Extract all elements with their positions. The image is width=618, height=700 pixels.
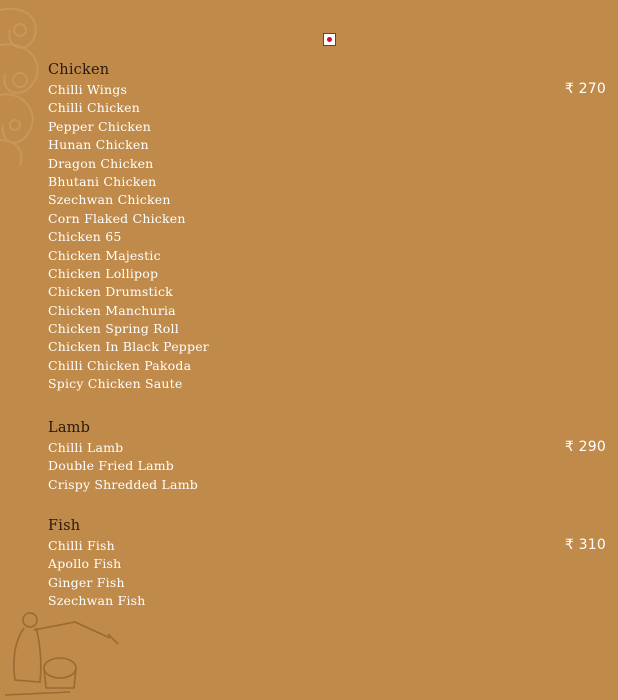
menu-item: Dragon Chicken (48, 155, 154, 171)
menu-item: Chicken Manchuria (48, 302, 176, 318)
menu-item: Chicken Spring Roll (48, 321, 179, 337)
menu-item: Chicken Drumstick (48, 284, 173, 300)
menu-item-label: Chilli Fish (48, 538, 115, 553)
menu-item: Chicken 65 (48, 229, 122, 245)
non-veg-icon (323, 33, 336, 46)
section-chicken (48, 59, 608, 394)
section-title: Fish (48, 518, 81, 534)
menu-item: Ginger Fish (48, 574, 125, 590)
price: ₹ 310 (564, 537, 606, 553)
menu-item-label: Chilli Wings (48, 82, 128, 97)
menu-item (48, 439, 608, 457)
menu-item: Chilli Chicken Pakoda (48, 357, 192, 373)
section-lamb (48, 417, 608, 494)
menu-item: Chilli Chicken (48, 100, 141, 116)
price: ₹ 290 (564, 439, 606, 455)
section-title: Lamb (48, 420, 91, 436)
menu-item: Chicken Majestic (48, 247, 161, 263)
menu-item: Double Fried Lamb (48, 458, 174, 474)
musician-figure-icon (0, 600, 125, 700)
section-title: Chicken (48, 62, 110, 78)
menu-item: Bhutani Chicken (48, 173, 157, 189)
price: ₹ 270 (564, 81, 606, 97)
menu-item (48, 537, 608, 555)
menu-item: Pepper Chicken (48, 118, 152, 134)
menu-item: Apollo Fish (48, 556, 122, 572)
menu-item: Crispy Shredded Lamb (48, 476, 198, 492)
menu-item: Corn Flaked Chicken (48, 210, 186, 226)
menu-item: Chicken Lollipop (48, 265, 159, 281)
menu-item: Szechwan Fish (48, 593, 146, 609)
menu-item (48, 81, 608, 99)
menu-item: Chicken In Black Pepper (48, 339, 209, 355)
menu-item-label: Chilli Lamb (48, 440, 124, 455)
section-fish (48, 515, 608, 611)
menu-item: Szechwan Chicken (48, 192, 171, 208)
menu-item: Hunan Chicken (48, 137, 149, 153)
non-veg-dot (327, 37, 332, 42)
menu-item: Spicy Chicken Saute (48, 376, 183, 392)
